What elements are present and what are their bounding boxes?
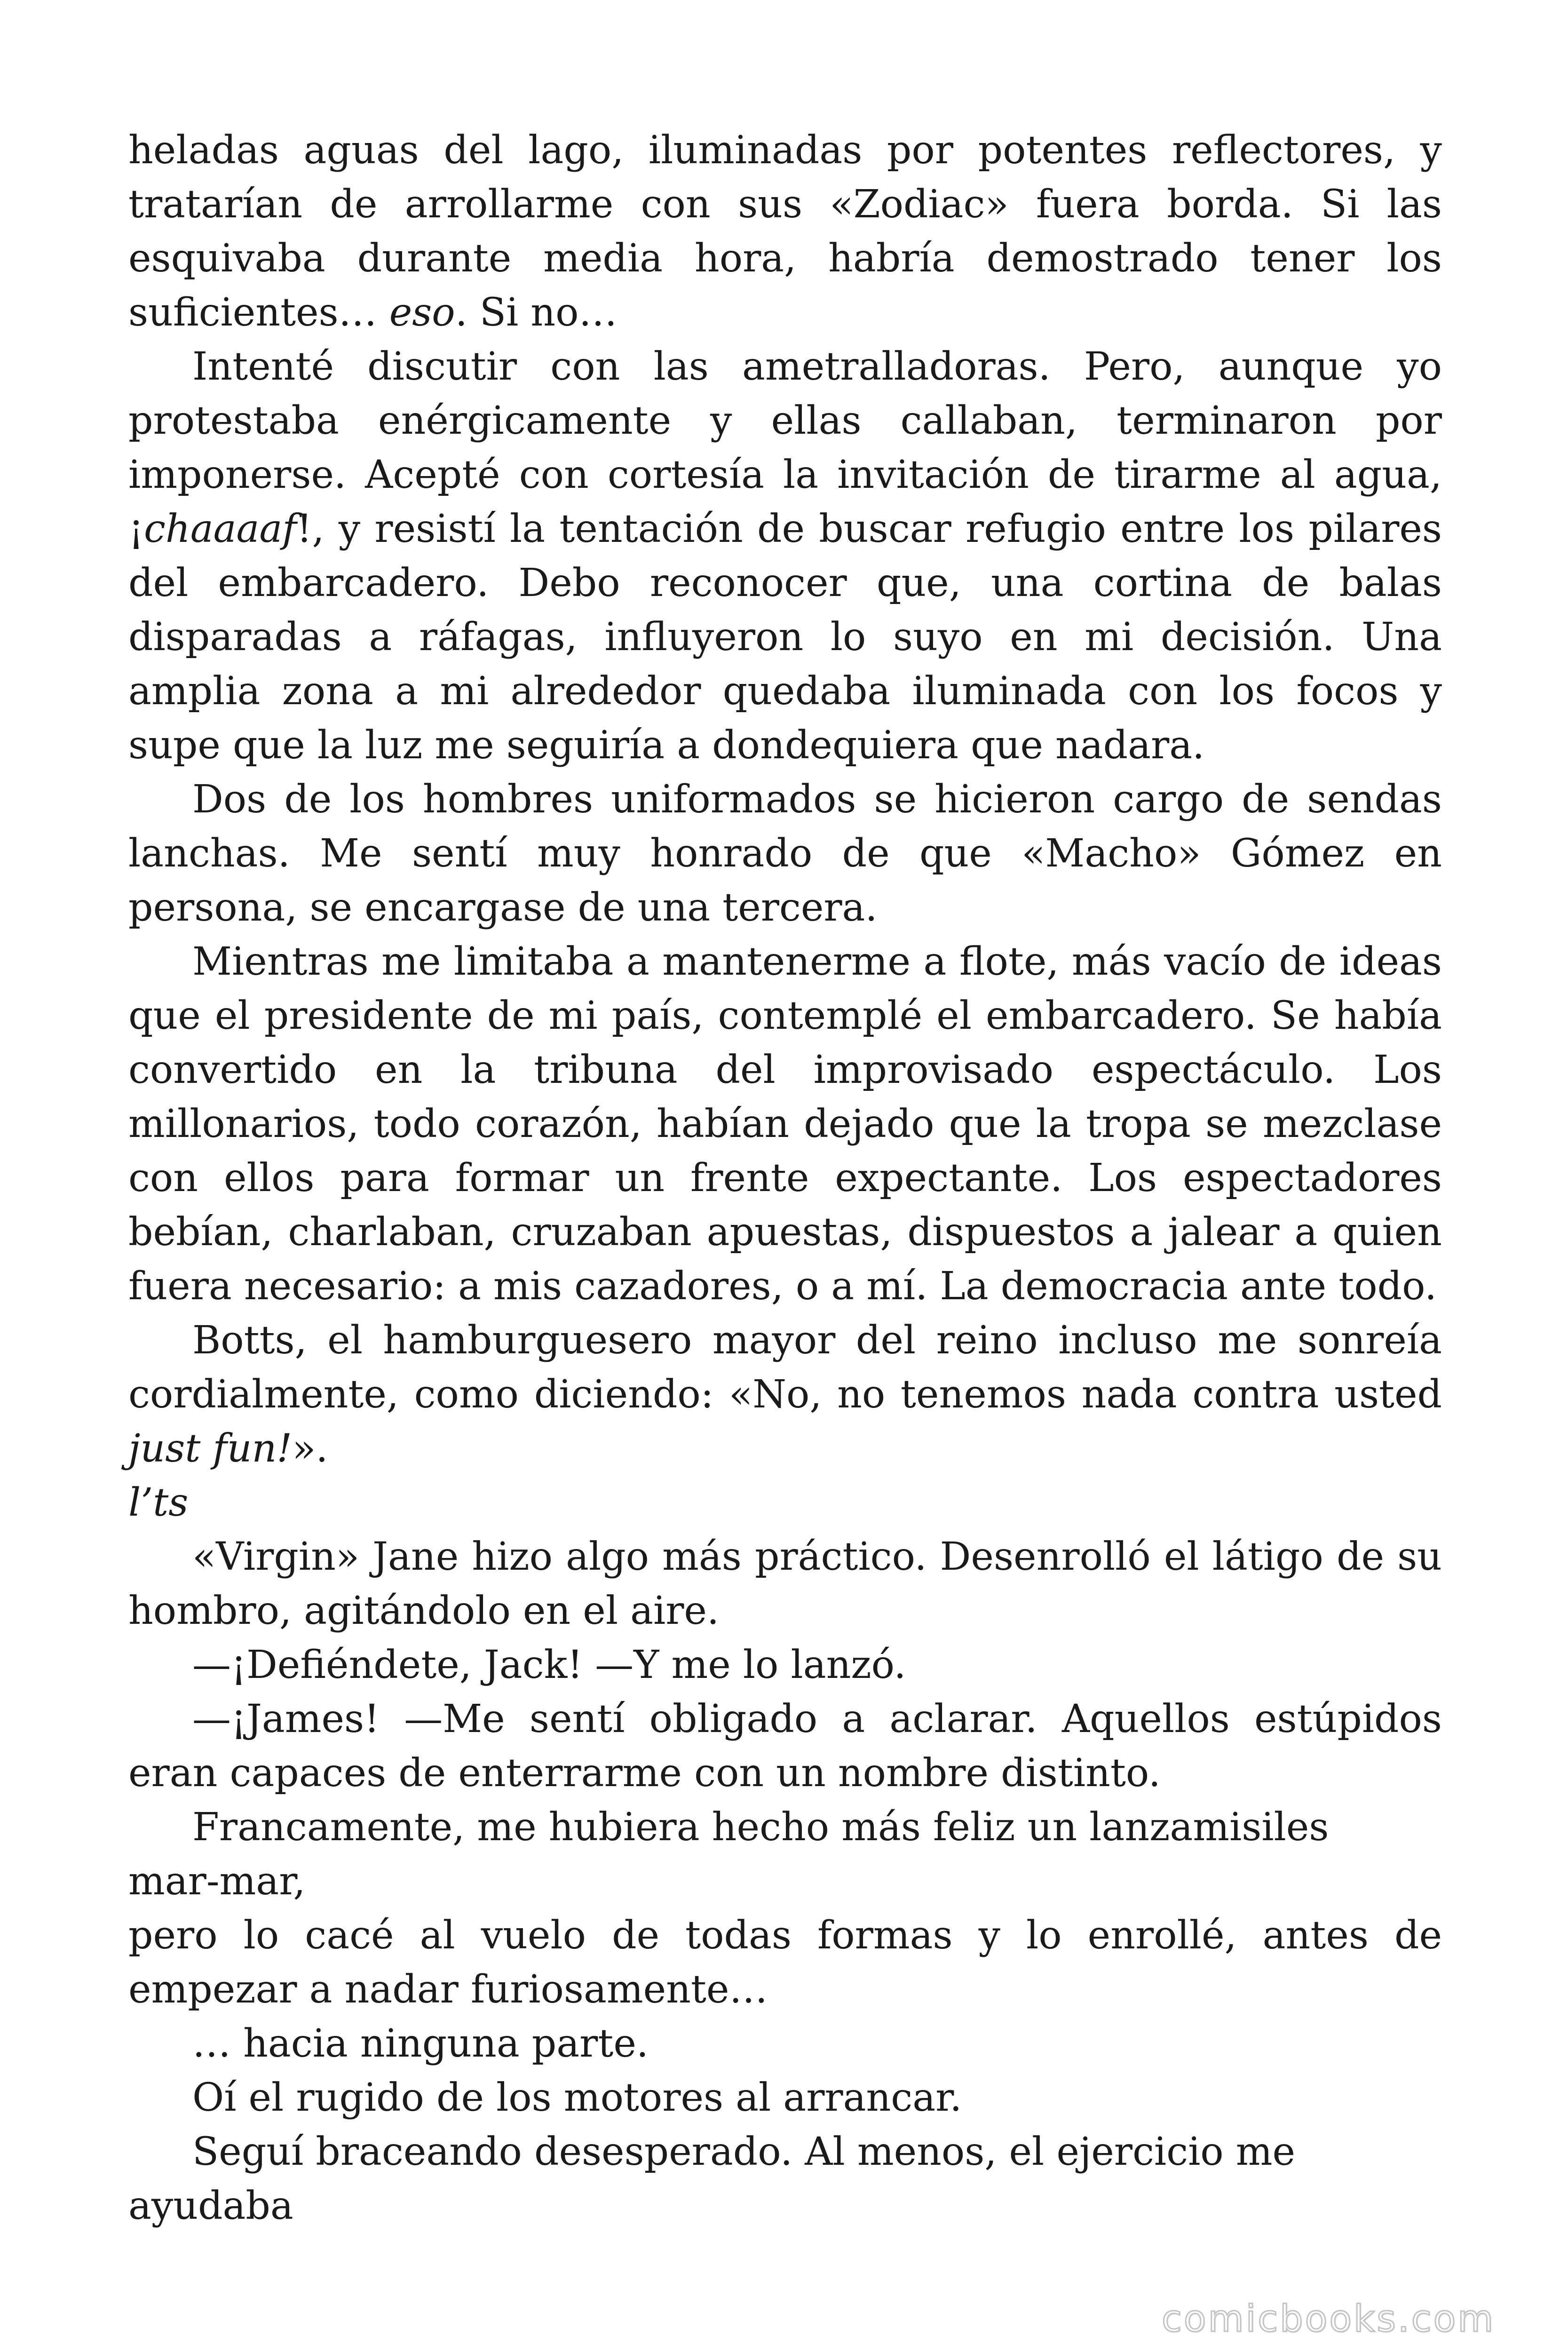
paragraph-1-italic: eso	[389, 290, 455, 335]
paragraph-9: —¡James! —Me sentí obligado a aclarar. Aquellos estúpidos eran capaces de enterrarme con un nombre distinto.	[128, 1697, 1442, 1796]
paragraph-2-text-b: !, y resistí la tentación de buscar refugio entre los pilares del embarcadero. Debo reconocer que, una cortina de balas disparadas a ráfagas, influyeron lo suyo en mi decisión. Una amplia zona a mi alrededor quedaba iluminada con los focos y supe que la luz me seguiría a dondequiera que nadara.	[128, 507, 1442, 768]
paragraph-5	[128, 1313, 1442, 1476]
paragraph-4: Mientras me limitaba a mantenerme a flote, más vacío de ideas que el presidente de mi país, contemplé el embarcadero. Se había convertido en la tribuna del improvisado espectáculo. Los millonarios, todo corazón, habían dejado que la tropa se mezclase con ellos para formar un frente expectante. Los espectadores bebían, charlaban, cruzaban apuestas, dispuestos a jalear a quien fuera necesario: a mis cazadores, o a mí. La democracia ante todo.	[128, 939, 1442, 1309]
paragraph-5-italic: just fun!	[128, 1426, 293, 1471]
paragraph-7: «Virgin» Jane hizo algo más práctico. Desenrolló el látigo de su hombro, agitándolo en el aire.	[128, 1534, 1442, 1633]
paragraph-6	[128, 1476, 1442, 1530]
book-page	[128, 123, 1442, 2233]
paragraph-8: —¡Defiéndete, Jack! —Y me lo lanzó.	[192, 1643, 906, 1687]
paragraph-3: Dos de los hombres uniformados se hicieron cargo de sendas lanchas. Me sentí muy honrado de que «Macho» Gómez en persona, se encargase de una tercera.	[128, 777, 1442, 930]
paragraph-14: Oí el rugido de los motores al arrancar.	[192, 2075, 962, 2120]
watermark-text: comicbooks.com	[1162, 2298, 1496, 2340]
paragraph-1	[128, 123, 1442, 340]
paragraph-2-italic: chaaaaf	[143, 507, 297, 551]
paragraph-5-text-a: Botts, el hamburguesero mayor del reino incluso me sonreía cordialmente, como diciendo: «No, no tenemos nada contra usted	[128, 1318, 1442, 1417]
paragraph-1-text-a: heladas aguas del lago, iluminadas por potentes reflectores, y tratarían de arrollarme con sus «Zodiac» fuera borda. Si las esquivaba durante media hora, habría demostrado tener los suficientes…	[128, 128, 1442, 335]
paragraph-1-text-b: . Si no…	[455, 290, 618, 335]
paragraph-2-text-a: Intenté discutir con las ametralladoras. Pero, aunque yo protestaba enérgicamente y ellas callaban, terminaron por imponerse. Acepté con cortesía la invitación de tirarme al agua, ¡	[128, 344, 1442, 551]
paragraph-5-text-b: ».	[292, 1426, 328, 1471]
paragraph-13: … hacia ninguna parte.	[192, 2021, 649, 2066]
paragraph-10: Francamente, me hubiera hecho más feliz un lanzamisiles	[192, 1805, 1329, 1850]
paragraph-2	[128, 340, 1442, 772]
paragraph-12: pero lo cacé al vuelo de todas formas y lo enrollé, antes de empezar a nadar furiosamente…	[128, 1913, 1442, 2012]
paragraph-6-italic: l’ts	[128, 1480, 189, 1525]
paragraph-11: mar-mar,	[128, 1859, 306, 1904]
paragraph-15: Seguí braceando desesperado. Al menos, el ejercicio me ayudaba	[128, 2130, 1296, 2228]
